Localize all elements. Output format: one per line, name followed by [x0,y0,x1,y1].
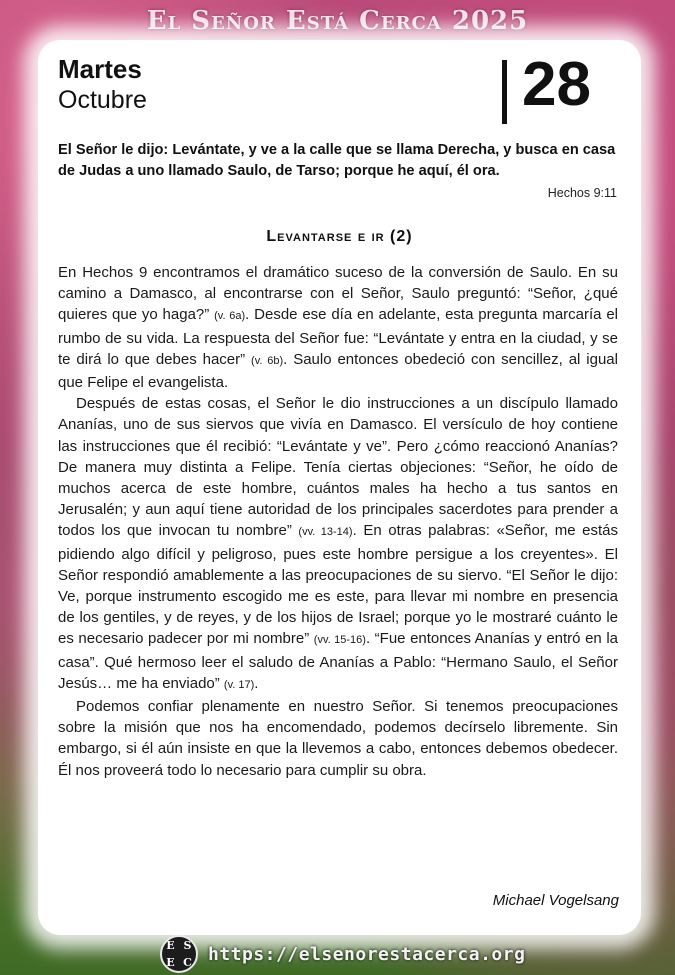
publication-title: El Señor Está Cerca 2025 [146,6,529,36]
verse-ref-inline: (v. 6b) [251,354,284,367]
key-verse: El Señor le dijo: Levántate, y ve a la calle que se llama Derecha, y busca en casa de Judas a uno llamado Saulo, de Tarso; porque he aquí, él ora. [58,142,616,179]
esec-logo-icon: E S E C [160,935,198,973]
weekday: Martes [58,54,142,84]
month: Octubre [58,86,147,114]
date-divider [502,60,507,124]
paragraph-2: Después de estas cosas, el Señor le dio instrucciones a un discípulo llamado Ananías, uno de sus siervos que vivía en Damasco. El versículo de hoy contiene las instrucciones que él recibió: “Levántate y ve”. Pero ¿cómo reaccionó Ananías? De manera muy distinta a Felipe. Tenía ciertas objeciones: “Señor, he oído de muchos acerca de este hombre, cuántos males ha hecho a tus santos en Jerusalén; y aun aquí tiene autoridad de los principales sacerdotes para prender a todos los que invocan tu nombre” (vv. 13-14). En otras palabras: «Señor, me estás pidiendo algo difícil y peligroso, pues este hombre persigue a los creyentes». El Señor respondió amablemente a las preocupaciones de su siervo. “El Señor le dijo: Ve, porque instrumento escogido me es este, para llevar mi nombre en presencia de los gentiles, y de reyes, y de los hijos de Israel; porque yo le mostraré cuánto le es necesario padecer por mi nombre” (vv. 15-16). “Fue entonces Ananías y entró en la casa”. Qué hermoso leer el saludo de Ananías a Pablo: “Hermano Saulo, el Señor Jesús… me ha enviado” (v. 17). [58,395,618,692]
devotional-card [38,40,641,935]
verse-ref-inline: (vv. 13-14) [298,526,353,539]
website-link[interactable]: https://elsenorestacerca.org [208,943,526,965]
author-signature: Michael Vogelsang [492,892,619,909]
section-title: Levantarse e ir (2) [266,228,413,245]
verse-ref-inline: (vv. 15-16) [313,634,366,647]
verse-ref-inline: (v. 6a) [214,310,246,323]
paragraph-1: En Hechos 9 encontramos el dramático suceso de la conversión de Saulo. En su camino a Damasco, al encontrarse con el Señor, Saulo preguntó: “Señor, ¿qué quieres que yo haga?” (v. 6a). Desde ese día en adelante, esta pregunta marcaría el rumbo de su vida. La respuesta del Señor fue: “Levántate y entra en la ciudad, y se te dirá lo que debes hacer” (v. 6b). Saulo entonces obedeció con sencillez, al igual que Felipe el evangelista. [58,264,619,392]
day-number: 28 [522,50,591,119]
paragraph-3: Podemos confiar plenamente en nuestro Señor. Si tenemos preocupaciones sobre la misión que nos ha encomendado, podemos decírselo libremente. Sin embargo, si él aún insiste en que la llevemos a cabo, entonces debemos obedecer. Él nos proveerá todo lo necesario para cumplir su obra. [58,698,618,779]
devotional-body [58,262,618,781]
verse-ref-inline: (v. 17) [223,678,255,691]
footer [160,938,525,970]
verse-reference: Hechos 9:11 [547,186,617,200]
